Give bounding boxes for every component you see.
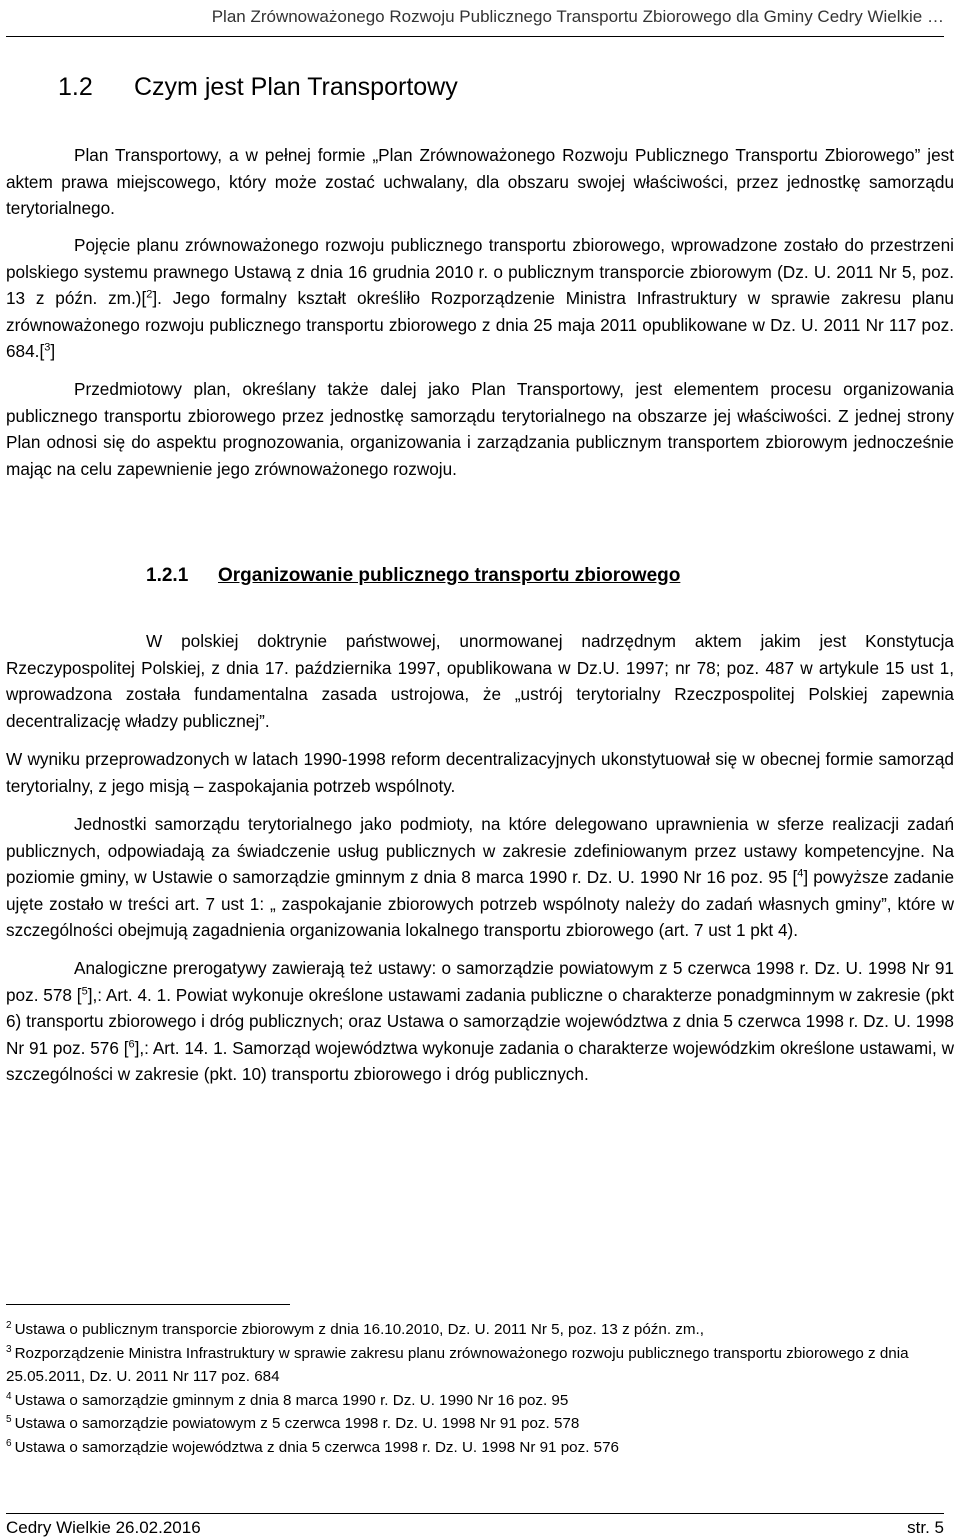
footnote-ref: 4: [797, 867, 804, 880]
paragraph-text: ],: Art. 14. 1. Samorząd województwa wykonuje zadania o charakterze wojewódzkim określone ustawami, w szczególności w zakresie (pkt. 10) transportu zbiorowego i dróg publicznych.: [6, 1037, 954, 1084]
paragraph-constitution: [6, 628, 954, 734]
paragraph-reforms: [6, 746, 954, 799]
paragraph-text: W wyniku przeprowadzonych w latach 1990-1998 reform decentralizacyjnych ukonstytuował się w obecnej formie samorząd terytorialny, z jego misją – zaspokajania potrzeb wspólnoty.: [6, 749, 954, 796]
paragraph-text: Analogiczne prerogatywy zawierają też ustawy: o samorządzie powiatowym z 5 czerwca 1998 r. Dz. U. 1998 Nr 91 poz. 578 [: [6, 958, 954, 1005]
footnotes-list: [6, 1318, 946, 1460]
paragraph-text: Plan Transportowy, a w pełnej formie „Plan Zrównoważonego Rozwoju Publicznego Transportu Zbiorowego” jest aktem prawa miejscowego, który może zostać uchwalany, dla obszaru swojej właściwości, przez jednostkę samorządu terytorialnego.: [6, 145, 954, 218]
footnote: [6, 1389, 946, 1413]
paragraph-county-voivodeship: [6, 955, 954, 1088]
footnote-text: Ustawa o samorządzie powiatowym z 5 czerwca 1998 r. Dz. U. 1998 Nr 91 poz. 578: [14, 1415, 580, 1433]
running-title: Plan Zrównoważonego Rozwoju Publicznego Transportu Zbiorowego dla Gminy Cedry Wielkie …: [211, 7, 944, 26]
footnote-mark: 2: [6, 1319, 12, 1331]
page-footer: [6, 1513, 944, 1537]
paragraph-plan-purpose: [6, 376, 954, 482]
footer-location-date: Cedry Wielkie 26.02.2016: [6, 1518, 201, 1537]
section-number: 1.2: [58, 73, 93, 101]
subsection-title: Organizowanie publicznego transportu zbiorowego: [218, 565, 681, 586]
footnote: [6, 1342, 946, 1389]
paragraph-plan-definition: [6, 142, 954, 222]
footnote-text: Ustawa o publicznym transporcie zbiorowym z dnia 16.10.2010, Dz. U. 2011 Nr 5, poz. 13 z późn. zm.,: [14, 1321, 704, 1338]
footnote-mark: 3: [6, 1343, 12, 1355]
paragraph-text: Pojęcie planu zrównoważonego rozwoju publicznego transportu zbiorowego, wprowadzone zostało do przestrzeni polskiego systemu prawnego Ustawą z dnia 16 grudnia 2010 r. o publicznym transporcie zbiorowym (Dz. U. 2011 Nr 5, poz. 13 z późn. zm.)[: [6, 235, 954, 308]
paragraph-text: ]: [50, 341, 56, 361]
subsection-number: 1.2.1: [146, 565, 189, 586]
paragraph-text: ],: Art. 4. 1. Powiat wykonuje określone ustawami zadania publiczne o charakterze ponadgminnym w zakresie (pkt 6) transportu zbiorowego i dróg publicznych; oraz Ustawa o samorządzie województwa z dnia 5 czerwca 1998 r. Dz. U. 1998 Nr 91 poz. 576 [: [6, 984, 954, 1058]
footnote-ref: 5: [81, 984, 88, 997]
page-number: str. 5: [907, 1518, 944, 1537]
page-header: [6, 4, 944, 37]
paragraph-text: Przedmiotowy plan, określany także dalej jako Plan Transportowy, jest elementem procesu organizowania publicznego transportu zbiorowego przez jednostkę samorządu terytorialnego na obszarze jej właściwości. Z jednej strony Plan odnosi się do aspektu prognozowania, organizowania i zarządzania publicznym transportem zbiorowym jednocześnie mając na celu zapewnienie jego zrównoważonego rozwoju.: [6, 379, 954, 479]
footnote-ref: 2: [146, 288, 153, 301]
paragraph-municipal-tasks: [6, 811, 954, 944]
section-heading: [58, 70, 458, 104]
footnote: [6, 1436, 946, 1460]
paragraph-text: Jednostki samorządu terytorialnego jako podmioty, na które delegowano uprawnienia w sferze realizacji zadań publicznych, odpowiadają za świadczenie usług publicznych w zakresie zdefiniowanym przez ustawy kompetencyjne. Na poziomie gminy, w Ustawie o samorządzie gminnym z dnia 8 marca 1990 r. Dz. U. 1990 Nr 16 poz. 95 [: [6, 814, 954, 887]
footnote-separator: [6, 1304, 290, 1305]
footnote-ref: 6: [128, 1037, 135, 1050]
footnote-text: Ustawa o samorządzie gminnym z dnia 8 marca 1990 r. Dz. U. 1990 Nr 16 poz. 95: [14, 1391, 569, 1409]
paragraph-legal-basis: [6, 232, 954, 365]
paragraph-text: W polskiej doktrynie państwowej, unormowanej nadrzędnym aktem jakim jest Konstytucja Rzeczypospolitej Polskiej, z dnia 17. października 1997, opublikowana w Dz.U. 1997; nr 78; poz. 487 w artykule 15 ust 1, wprowadzona została fundamentalna zasada ustrojowa, że „ustrój terytorialny Rzeczpospolitej Polskiej zapewnia decentralizację władzy publicznej”.: [6, 631, 954, 731]
footnote-text: Ustawa o samorządzie województwa z dnia 5 czerwca 1998 r. Dz. U. 1998 Nr 91 poz. 576: [14, 1438, 619, 1456]
footnote: [6, 1412, 946, 1436]
footnote: [6, 1318, 946, 1342]
subsection-heading: [146, 562, 680, 590]
section-title: Czym jest Plan Transportowy: [134, 73, 458, 101]
footnote-mark: 4: [6, 1390, 12, 1402]
paragraph-text: ]. Jego formalny kształt określiło Rozporządzenie Ministra Infrastruktury w sprawie zakresu planu zrównoważonego rozwoju publicznego transportu zbiorowego z dnia 25 maja 2011 opublikowane w Dz. U. 2011 Nr 117 poz. 684.[: [6, 288, 954, 361]
footnote-text: Rozporządzenie Ministra Infrastruktury w sprawie zakresu planu zrównoważonego rozwoju publicznego transportu zbiorowego z dnia 25.05.2011, Dz. U. 2011 Nr 117 poz. 684: [6, 1344, 909, 1386]
paragraph-text: ] powyższe zadanie ujęte zostało w treści art. 7 ust 1: „ zaspokajanie zbiorowych potrzeb wspólnoty należy do zadań własnych gminy”, które w szczególności obejmują zagadnienia organizowania lokalnego transportu zbiorowego (art. 7 ust 1 pkt 4).: [6, 867, 955, 940]
footnote-ref: 3: [44, 341, 51, 354]
footnote-mark: 5: [6, 1414, 12, 1426]
footnote-mark: 6: [6, 1437, 12, 1449]
